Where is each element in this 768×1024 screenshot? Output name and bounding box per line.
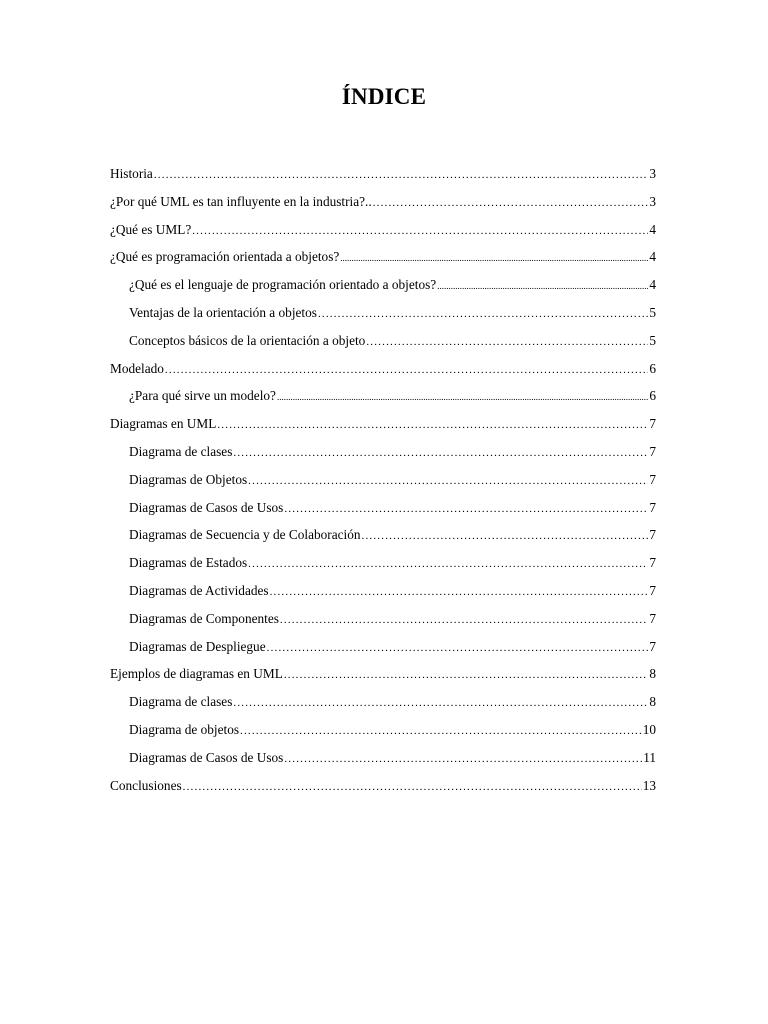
toc-dot-leader [192, 219, 648, 242]
toc-entry-page-number: 13 [642, 777, 656, 793]
toc-entry[interactable] [110, 719, 656, 747]
toc-dot-leader [340, 246, 648, 269]
toc-entry-page-number: 4 [649, 249, 656, 265]
toc-entry[interactable] [110, 469, 656, 497]
toc-entry-page-number: 7 [649, 499, 656, 515]
page-title: ÍNDICE [341, 84, 427, 109]
toc-dot-leader [267, 636, 649, 659]
toc-dot-leader [280, 608, 648, 631]
toc-entry-label: Diagramas de Despliegue [129, 638, 266, 654]
toc-entry-label: Diagramas de Estados [129, 555, 248, 571]
toc-entry-label: Diagramas de Componentes [129, 610, 279, 626]
toc-entry-page-number: 11 [643, 749, 656, 765]
toc-entry[interactable] [110, 191, 656, 219]
toc-entry-label: Diagramas de Secuencia y de Colaboración [129, 527, 361, 543]
toc-entry-label: ¿Qué es el lenguaje de programación orientado a objetos? [129, 277, 437, 293]
toc-dot-leader [248, 469, 648, 492]
toc-entry-page-number: 7 [649, 610, 656, 626]
toc-entry-label: Diagramas de Actividades [129, 582, 269, 598]
toc-entry-page-number: 4 [649, 277, 656, 293]
toc-dot-leader [233, 691, 648, 714]
toc-dot-leader [366, 330, 648, 353]
toc-entry-label: Diagramas de Casos de Usos [129, 749, 284, 765]
toc-dot-leader [362, 524, 649, 547]
toc-entry-label: Conclusiones [110, 777, 182, 793]
toc-dot-leader [277, 385, 648, 408]
toc-entry-label: Diagrama de objetos [129, 721, 240, 737]
table-of-contents [110, 163, 656, 802]
toc-entry[interactable] [110, 775, 656, 803]
toc-entry[interactable] [110, 330, 656, 358]
toc-entry[interactable] [110, 747, 656, 775]
toc-entry-label: Conceptos básicos de la orientación a objeto [129, 332, 366, 348]
toc-dot-leader [233, 441, 648, 464]
toc-entry-label: ¿Qué es programación orientada a objetos? [110, 249, 340, 265]
toc-entry-label: Diagrama de clases [129, 443, 233, 459]
toc-entry-page-number: 3 [649, 166, 656, 181]
toc-dot-leader [240, 719, 642, 742]
toc-entry[interactable] [110, 497, 656, 525]
toc-entry-label: Diagrama de clases [129, 694, 233, 710]
toc-entry-page-number: 5 [649, 304, 656, 320]
toc-entry[interactable] [110, 219, 656, 247]
toc-entry-page-number: 10 [642, 721, 656, 737]
toc-entry[interactable] [110, 274, 656, 302]
toc-entry[interactable] [110, 413, 656, 441]
toc-dot-leader [165, 358, 648, 381]
toc-entry-page-number: 7 [649, 471, 656, 487]
toc-entry-page-number: 3 [649, 193, 656, 209]
toc-entry-page-number: 7 [649, 443, 656, 459]
toc-dot-leader [217, 413, 648, 436]
toc-dot-leader [154, 163, 649, 186]
toc-entry-page-number: 8 [649, 694, 656, 710]
toc-dot-leader [270, 580, 649, 603]
toc-entry-page-number: 4 [649, 221, 656, 237]
toc-entry[interactable] [110, 385, 656, 413]
toc-dot-leader [284, 497, 648, 520]
toc-entry-label: Ventajas de la orientación a objetos [129, 304, 317, 320]
toc-entry-page-number: 7 [649, 582, 656, 598]
toc-entry-page-number: 7 [649, 416, 656, 432]
toc-entry-page-number: 6 [649, 360, 656, 376]
toc-dot-leader [284, 663, 649, 686]
toc-entry[interactable] [110, 302, 656, 330]
toc-dot-leader [284, 747, 642, 770]
toc-entry-page-number: 7 [649, 638, 656, 654]
toc-entry-page-number: 7 [649, 555, 656, 571]
toc-entry-label: ¿Por qué UML es tan influyente en la industria?.. [110, 193, 372, 209]
toc-dot-leader [318, 302, 648, 325]
toc-dot-leader [437, 274, 648, 297]
toc-entry[interactable] [110, 636, 656, 664]
toc-entry-page-number: 6 [649, 388, 656, 404]
toc-entry[interactable] [110, 552, 656, 580]
toc-entry-label: ¿Para qué sirve un modelo? [129, 388, 276, 404]
toc-entry-page-number: 8 [649, 666, 656, 682]
toc-entry-page-number: 7 [649, 527, 656, 543]
toc-entry-label: ¿Qué es UML? [110, 221, 192, 237]
toc-entry-label: Diagramas en UML [110, 416, 217, 432]
toc-dot-leader [248, 552, 648, 575]
toc-dot-leader [183, 775, 642, 798]
toc-entry[interactable] [110, 441, 656, 469]
toc-entry-label: Historia [110, 166, 153, 181]
toc-entry-label: Ejemplos de diagramas en UML [110, 666, 283, 682]
toc-entry-label: Modelado [110, 360, 164, 376]
toc-entry[interactable] [110, 163, 656, 191]
toc-entry[interactable] [110, 580, 656, 608]
toc-entry-label: Diagramas de Casos de Usos [129, 499, 284, 515]
toc-entry[interactable] [110, 691, 656, 719]
toc-entry-label: Diagramas de Objetos [129, 471, 248, 487]
toc-entry[interactable] [110, 608, 656, 636]
toc-entry[interactable] [110, 246, 656, 274]
toc-entry-page-number: 5 [649, 332, 656, 348]
toc-entry[interactable] [110, 663, 656, 691]
toc-dot-leader [373, 191, 649, 214]
toc-entry[interactable] [110, 358, 656, 386]
toc-entry[interactable] [110, 524, 656, 552]
